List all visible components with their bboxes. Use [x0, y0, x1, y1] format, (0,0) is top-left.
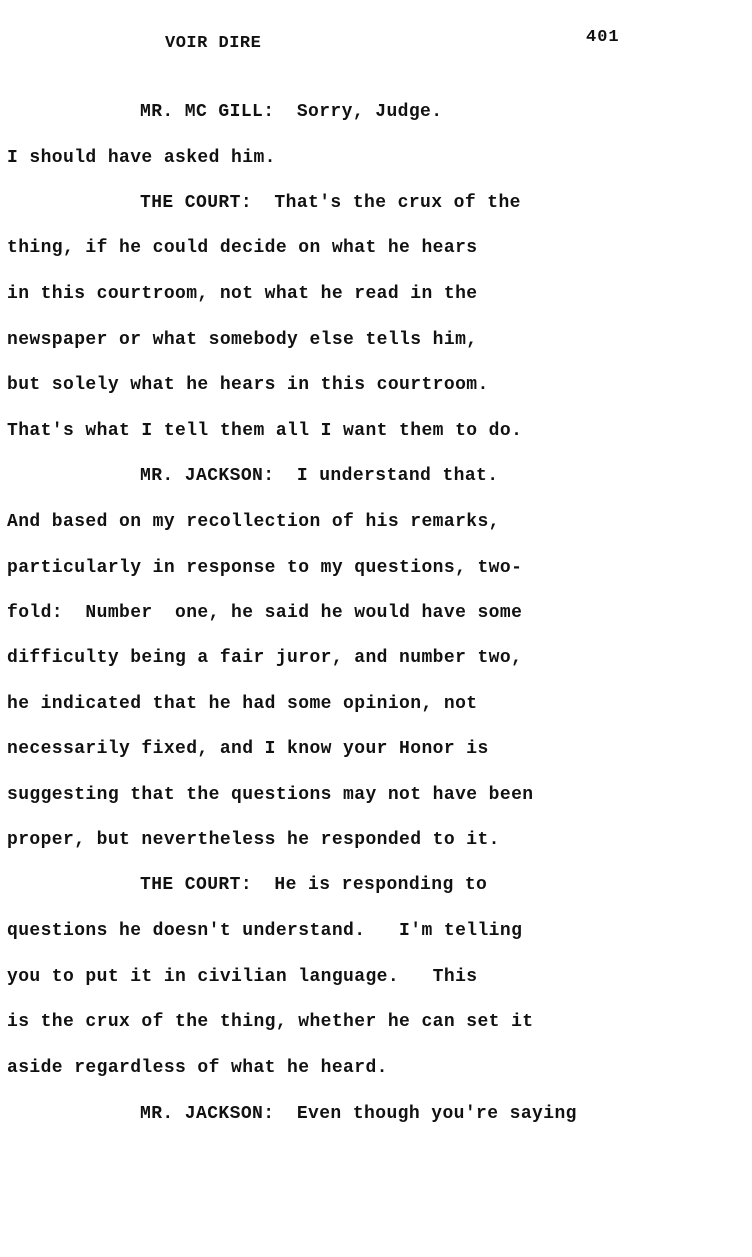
transcript-line: THE COURT: He is responding to — [140, 875, 488, 895]
transcript-line: proper, but nevertheless he responded to it. — [7, 830, 500, 850]
page-header-title: VOIR DIRE — [165, 34, 262, 53]
transcript-line: he indicated that he had some opinion, not — [7, 694, 478, 714]
transcript-line: you to put it in civilian language. This — [7, 967, 478, 987]
transcript-line: That's what I tell them all I want them to do. — [7, 421, 523, 441]
transcript-line: fold: Number one, he said he would have some — [7, 603, 523, 623]
transcript-line: MR. MC GILL: Sorry, Judge. — [140, 102, 443, 122]
transcript-line: MR. JACKSON: I understand that. — [140, 466, 499, 486]
transcript-line: suggesting that the questions may not have been — [7, 785, 534, 805]
transcript-line: particularly in response to my questions, two- — [7, 558, 523, 578]
transcript-line: I should have asked him. — [7, 148, 276, 168]
transcript-line: questions he doesn't understand. I'm telling — [7, 921, 523, 941]
transcript-line: newspaper or what somebody else tells him, — [7, 330, 478, 350]
transcript-line: thing, if he could decide on what he hears — [7, 238, 478, 258]
page-number: 401 — [586, 28, 620, 47]
transcript-line: necessarily fixed, and I know your Honor is — [7, 739, 489, 759]
transcript-line: but solely what he hears in this courtroom. — [7, 375, 489, 395]
transcript-line: difficulty being a fair juror, and number two, — [7, 648, 523, 668]
transcript-line: is the crux of the thing, whether he can set it — [7, 1012, 534, 1032]
transcript-line: And based on my recollection of his remarks, — [7, 512, 500, 532]
transcript-line: MR. JACKSON: Even though you're saying — [140, 1104, 577, 1124]
transcript-line: in this courtroom, not what he read in the — [7, 284, 478, 304]
transcript-line: THE COURT: That's the crux of the — [140, 193, 521, 213]
transcript-line: aside regardless of what he heard. — [7, 1058, 388, 1078]
